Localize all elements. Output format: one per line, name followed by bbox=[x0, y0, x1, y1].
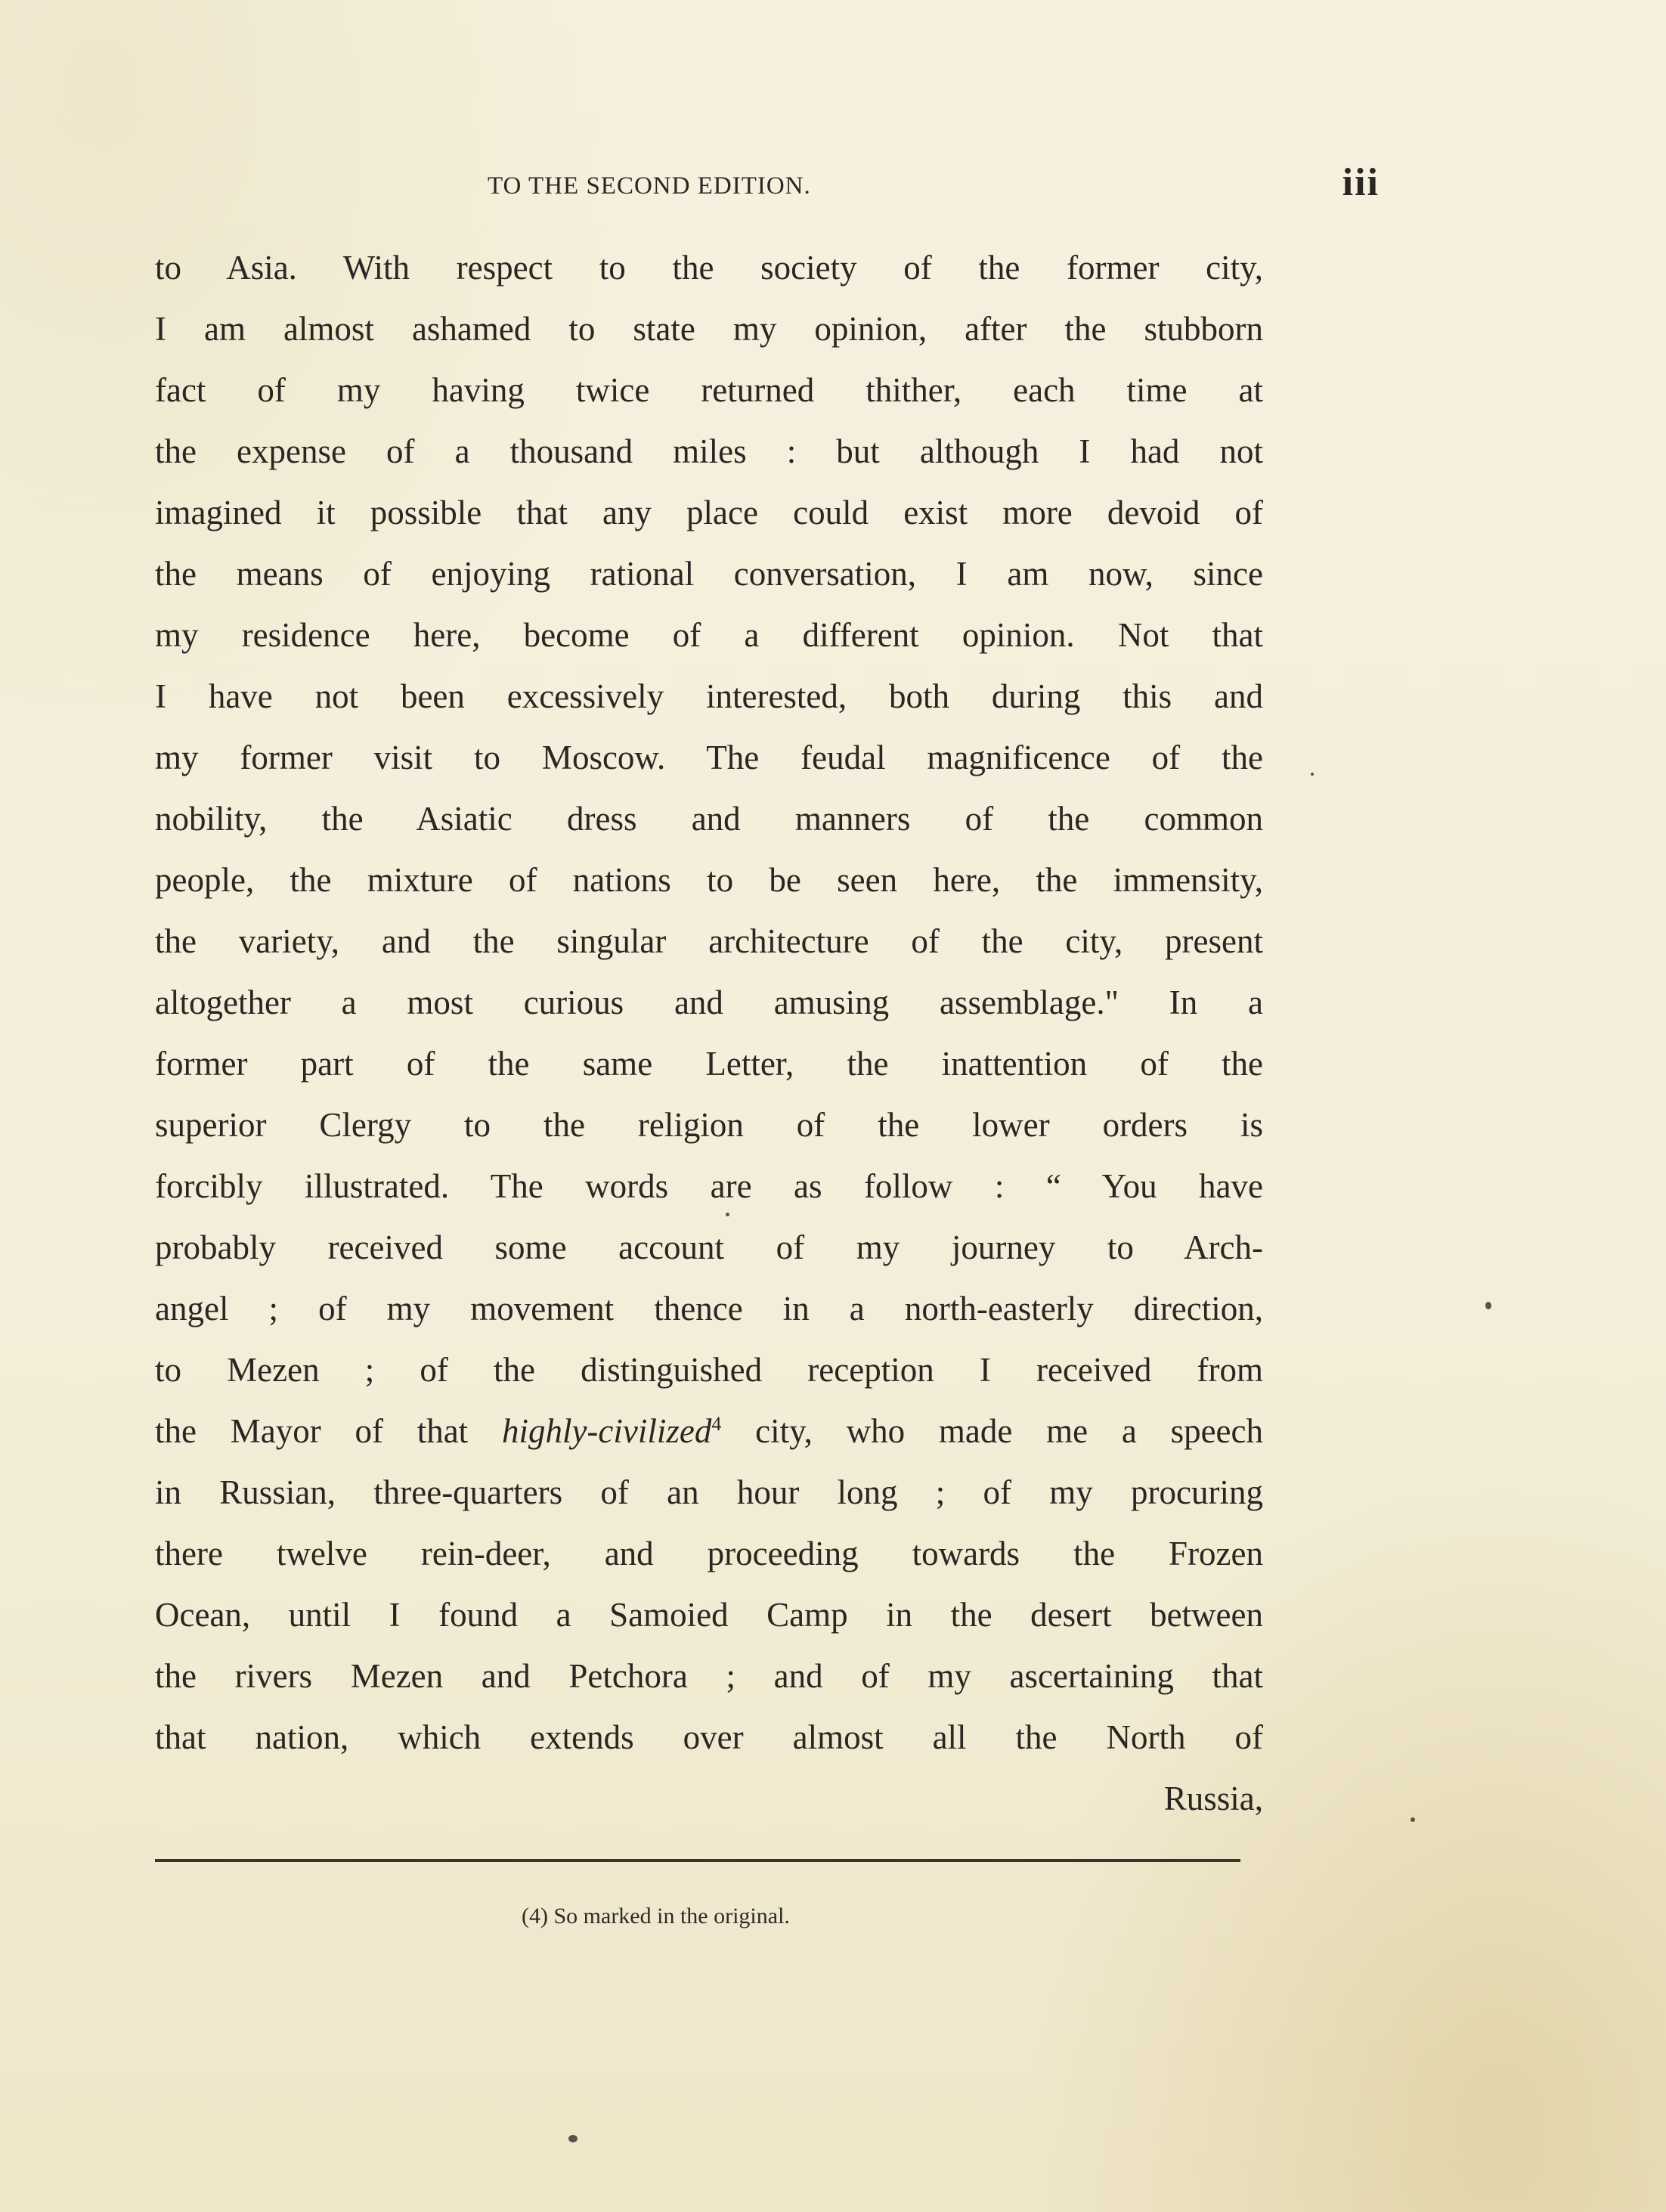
footnote: (4) So marked in the original. bbox=[522, 1904, 790, 1929]
text-line: the rivers Mezen and Petchora ; and of my ascertaining that bbox=[155, 1657, 1263, 1695]
text-line: my former visit to Moscow. The feudal magnificence of the bbox=[155, 739, 1263, 776]
text-line: altogether a most curious and amusing assemblage." In a bbox=[155, 984, 1263, 1021]
text-line: fact of my having twice returned thither, each time at bbox=[155, 371, 1263, 409]
paper-speck bbox=[1411, 1817, 1415, 1822]
running-head: TO THE SECOND EDITION. bbox=[488, 172, 811, 200]
text-line: I have not been excessively interested, both during this and bbox=[155, 677, 1263, 715]
footnote-rule bbox=[155, 1859, 1240, 1862]
text-line: the variety, and the singular architecture of the city, present bbox=[155, 922, 1263, 960]
footnote-ref: 4 bbox=[711, 1413, 722, 1435]
paper-speck bbox=[568, 2135, 578, 2142]
line-text-after: city, who made me a speech bbox=[721, 1412, 1263, 1450]
text-line-with-footnote-ref bbox=[155, 1401, 1263, 1462]
text-line: former part of the same Letter, the inattention of the bbox=[155, 1045, 1263, 1083]
paper-speck bbox=[726, 1213, 729, 1216]
text-line: nobility, the Asiatic dress and manners of the common bbox=[155, 800, 1263, 838]
text-line: imagined it possible that any place could exist more devoid of bbox=[155, 494, 1263, 531]
italic-phrase: highly-civilized bbox=[501, 1412, 712, 1450]
text-line: the means of enjoying rational conversation, I am now, since bbox=[155, 555, 1263, 593]
text-line: the expense of a thousand miles : but although I had not bbox=[155, 432, 1263, 470]
text-line: Ocean, until I found a Samoied Camp in the desert between bbox=[155, 1596, 1263, 1634]
text-line: in Russian, three-quarters of an hour long ; of my procuring bbox=[155, 1473, 1263, 1511]
text-line: that nation, which extends over almost all the North of bbox=[155, 1718, 1263, 1756]
text-line: my residence here, become of a different opinion. Not that bbox=[155, 616, 1263, 654]
text-line: to Mezen ; of the distinguished reception I received from bbox=[155, 1351, 1263, 1389]
page-number: iii bbox=[1342, 161, 1380, 204]
text-line: forcibly illustrated. The words are as follow : “ You have bbox=[155, 1167, 1263, 1205]
text-line: there twelve rein-deer, and proceeding towards the Frozen bbox=[155, 1535, 1263, 1572]
line-text-before: the Mayor of that bbox=[155, 1412, 502, 1450]
text-line: people, the mixture of nations to be seen here, the immensity, bbox=[155, 861, 1263, 899]
text-line: superior Clergy to the religion of the lower orders is bbox=[155, 1106, 1263, 1144]
paper-speck bbox=[1485, 1302, 1491, 1309]
text-line: to Asia. With respect to the society of the former city, bbox=[155, 249, 1263, 287]
catchword: Russia, bbox=[1163, 1780, 1263, 1817]
text-line: angel ; of my movement thence in a north-easterly direction, bbox=[155, 1290, 1263, 1328]
text-line: probably received some account of my journey to Arch- bbox=[155, 1228, 1263, 1266]
text-line: I am almost ashamed to state my opinion, after the stubborn bbox=[155, 310, 1263, 348]
paper-speck bbox=[1311, 773, 1314, 776]
body-text bbox=[155, 237, 1263, 1829]
page-header bbox=[155, 161, 1380, 218]
